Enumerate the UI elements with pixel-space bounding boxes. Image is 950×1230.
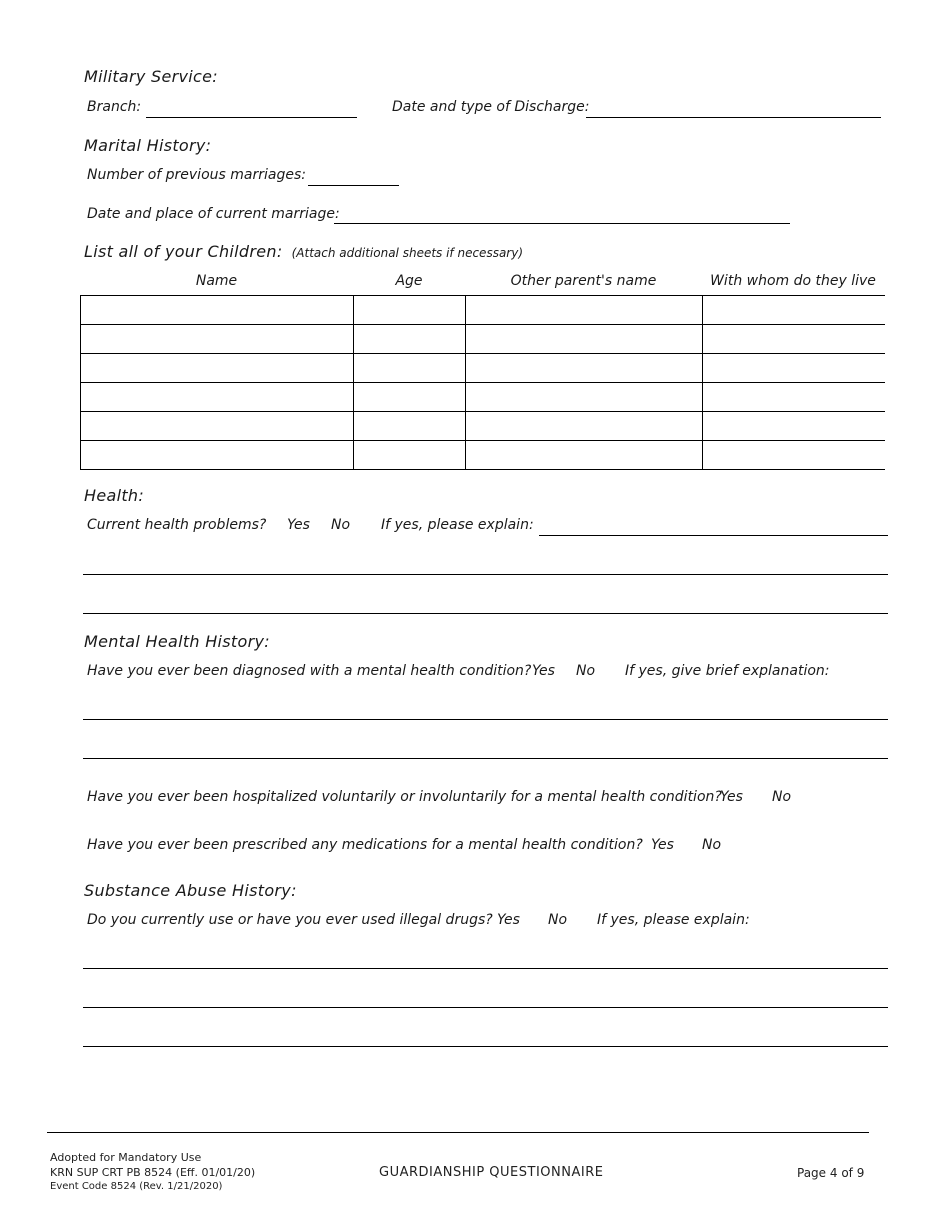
drugs-explain-line[interactable] bbox=[83, 968, 888, 969]
table-row bbox=[81, 296, 885, 325]
child-age-cell[interactable] bbox=[354, 354, 466, 383]
hospitalized-yes-option[interactable]: Yes bbox=[720, 789, 743, 805]
child-other-parent-cell[interactable] bbox=[466, 412, 703, 441]
marital-history-heading: Marital History: bbox=[84, 136, 212, 155]
child-name-cell[interactable] bbox=[81, 296, 354, 325]
child-name-cell[interactable] bbox=[81, 412, 354, 441]
child-other-parent-cell[interactable] bbox=[466, 383, 703, 412]
health-no-option[interactable]: No bbox=[331, 517, 351, 533]
footer-form-title: GUARDIANSHIP QUESTIONNAIRE bbox=[379, 1165, 604, 1180]
column-name-header: Name bbox=[195, 273, 238, 289]
health-explain-line[interactable] bbox=[83, 613, 888, 614]
previous-marriages-label: Number of previous marriages: bbox=[87, 167, 306, 183]
child-lives-with-cell[interactable] bbox=[703, 441, 885, 470]
health-heading: Health: bbox=[84, 486, 145, 505]
child-lives-with-cell[interactable] bbox=[703, 383, 885, 412]
footer-event-code: Event Code 8524 (Rev. 1/21/2020) bbox=[50, 1181, 223, 1192]
column-lives-with-header: With whom do they live bbox=[710, 273, 876, 289]
diagnosed-explain-label: If yes, give brief explanation: bbox=[625, 663, 830, 679]
children-heading-row bbox=[84, 242, 523, 261]
children-table bbox=[80, 295, 885, 470]
child-name-cell[interactable] bbox=[81, 325, 354, 354]
diagnosed-explain-line[interactable] bbox=[83, 758, 888, 759]
current-marriage-label: Date and place of current marriage: bbox=[87, 206, 340, 222]
hospitalized-question: Have you ever been hospitalized voluntarily or involuntarily for a mental health condition? bbox=[87, 789, 722, 805]
health-yes-option[interactable]: Yes bbox=[287, 517, 310, 533]
hospitalized-no-option[interactable]: No bbox=[772, 789, 792, 805]
footer-form-number: KRN SUP CRT PB 8524 (Eff. 01/01/20) bbox=[50, 1166, 256, 1179]
child-other-parent-cell[interactable] bbox=[466, 441, 703, 470]
discharge-label: Date and type of Discharge: bbox=[392, 99, 590, 115]
child-lives-with-cell[interactable] bbox=[703, 325, 885, 354]
child-age-cell[interactable] bbox=[354, 412, 466, 441]
drugs-explain-line[interactable] bbox=[83, 1007, 888, 1008]
branch-label: Branch: bbox=[87, 99, 142, 115]
medications-yes-option[interactable]: Yes bbox=[651, 837, 674, 853]
diagnosed-question: Have you ever been diagnosed with a mental health condition? bbox=[87, 663, 532, 679]
child-name-cell[interactable] bbox=[81, 441, 354, 470]
child-lives-with-cell[interactable] bbox=[703, 296, 885, 325]
medications-no-option[interactable]: No bbox=[702, 837, 722, 853]
drugs-explain-label: If yes, please explain: bbox=[597, 912, 750, 928]
footer-divider bbox=[47, 1132, 869, 1133]
child-name-cell[interactable] bbox=[81, 383, 354, 412]
military-service-heading: Military Service: bbox=[84, 67, 218, 86]
footer-adopted: Adopted for Mandatory Use bbox=[50, 1151, 202, 1164]
child-lives-with-cell[interactable] bbox=[703, 354, 885, 383]
medications-question: Have you ever been prescribed any medications for a mental health condition? bbox=[87, 837, 643, 853]
health-explain-line[interactable] bbox=[83, 574, 888, 575]
table-row bbox=[81, 325, 885, 354]
table-row bbox=[81, 412, 885, 441]
diagnosed-no-option[interactable]: No bbox=[576, 663, 596, 679]
drugs-explain-line[interactable] bbox=[83, 1046, 888, 1047]
health-explain-field[interactable] bbox=[539, 535, 888, 536]
health-explain-label: If yes, please explain: bbox=[381, 517, 534, 533]
current-marriage-field[interactable] bbox=[334, 223, 790, 224]
table-row bbox=[81, 441, 885, 470]
mental-health-heading: Mental Health History: bbox=[84, 632, 270, 651]
child-lives-with-cell[interactable] bbox=[703, 412, 885, 441]
previous-marriages-field[interactable] bbox=[308, 185, 399, 186]
child-age-cell[interactable] bbox=[354, 325, 466, 354]
child-age-cell[interactable] bbox=[354, 296, 466, 325]
child-other-parent-cell[interactable] bbox=[466, 296, 703, 325]
child-other-parent-cell[interactable] bbox=[466, 354, 703, 383]
table-row bbox=[81, 354, 885, 383]
drugs-no-option[interactable]: No bbox=[548, 912, 568, 928]
child-other-parent-cell[interactable] bbox=[466, 325, 703, 354]
footer-page-number: Page 4 of 9 bbox=[797, 1166, 865, 1180]
discharge-field[interactable] bbox=[586, 117, 881, 118]
column-age-header: Age bbox=[395, 273, 423, 289]
drugs-yes-option[interactable]: Yes bbox=[497, 912, 520, 928]
children-note: (Attach additional sheets if necessary) bbox=[291, 246, 524, 260]
table-row bbox=[81, 383, 885, 412]
health-problems-question: Current health problems? bbox=[87, 517, 267, 533]
child-age-cell[interactable] bbox=[354, 441, 466, 470]
child-name-cell[interactable] bbox=[81, 354, 354, 383]
children-heading: List all of your Children: bbox=[84, 242, 283, 261]
child-age-cell[interactable] bbox=[354, 383, 466, 412]
substance-abuse-heading: Substance Abuse History: bbox=[84, 881, 297, 900]
diagnosed-yes-option[interactable]: Yes bbox=[532, 663, 555, 679]
branch-field[interactable] bbox=[146, 117, 357, 118]
column-other-parent-header: Other parent's name bbox=[510, 273, 657, 289]
diagnosed-explain-line[interactable] bbox=[83, 719, 888, 720]
drugs-question: Do you currently use or have you ever used illegal drugs? bbox=[87, 912, 493, 928]
